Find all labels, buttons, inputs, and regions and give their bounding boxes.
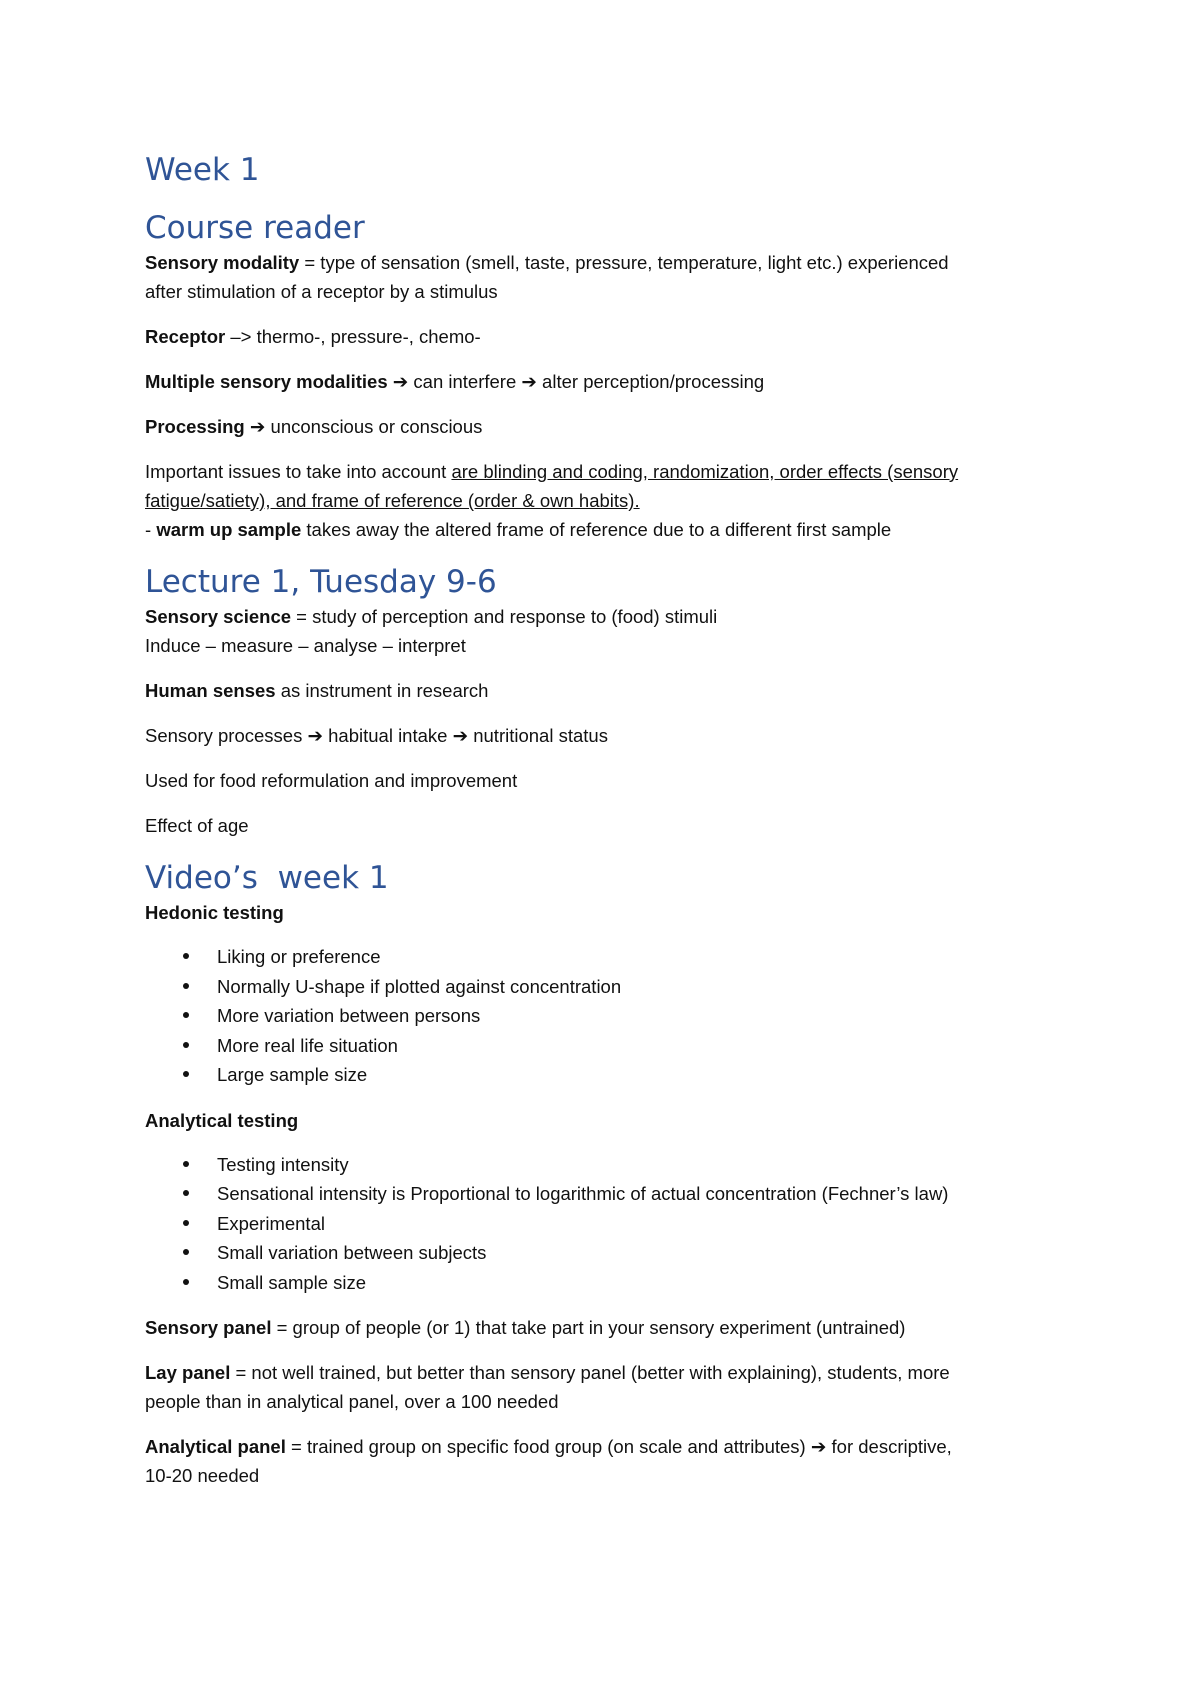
list-item: Small sample size bbox=[217, 1268, 1065, 1298]
document-page bbox=[145, 150, 1065, 1490]
list-item: Experimental bbox=[217, 1209, 1065, 1239]
paragraph-food-reformulation: Used for food reformulation and improvement bbox=[145, 770, 518, 791]
paragraph-human-senses: Human senses as instrument in research bbox=[145, 680, 489, 701]
arrow-icon: ➔ bbox=[452, 725, 469, 746]
paragraph-sensory-panel: Sensory panel = group of people (or 1) that take part in your sensory experiment (untrained) bbox=[145, 1317, 906, 1338]
arrow-icon: ➔ bbox=[392, 371, 409, 392]
list-item: Testing intensity bbox=[217, 1150, 1065, 1180]
subheading-analytical-testing: Analytical testing bbox=[145, 1109, 299, 1131]
arrow-icon: ➔ bbox=[249, 416, 266, 437]
list-item: More real life situation bbox=[217, 1031, 1065, 1061]
heading-videos: Video’s week 1 bbox=[145, 860, 389, 896]
heading-lecture: Lecture 1, Tuesday 9-6 bbox=[145, 564, 497, 600]
arrow-icon: ➔ bbox=[810, 1436, 827, 1457]
list-item: Large sample size bbox=[217, 1060, 1065, 1090]
paragraph-sensory-modality: Sensory modality = type of sensation (smell, taste, pressure, temperature, light etc.) experienced after stimulation of a receptor by a stimulus bbox=[145, 252, 949, 302]
list-item: Sensational intensity is Proportional to logarithmic of actual concentration (Fechner’s law) bbox=[217, 1179, 1065, 1209]
heading-course-reader: Course reader bbox=[145, 210, 365, 246]
arrow-icon: ➔ bbox=[521, 371, 537, 392]
paragraph-lay-panel: Lay panel = not well trained, but better than sensory panel (better with explaining), students, more people than in analytical panel, over a 100 needed bbox=[145, 1362, 950, 1412]
heading-week: Week 1 bbox=[145, 152, 260, 188]
paragraph-multiple-modalities: Multiple sensory modalities ➔ can interfere ➔ alter perception/processing bbox=[145, 371, 765, 392]
paragraph-processing: Processing ➔ unconscious or conscious bbox=[145, 416, 483, 437]
paragraph-effect-of-age: Effect of age bbox=[145, 815, 249, 836]
paragraph-important-issues: Important issues to take into account are blinding and coding, randomization, order effects (sensory fatigue/satiety), and frame of reference (order & own habits). - warm up sample takes away the altered frame of reference due to a different first sample bbox=[145, 461, 959, 540]
hedonic-list bbox=[145, 942, 1065, 1090]
list-item: Normally U-shape if plotted against concentration bbox=[217, 972, 1065, 1002]
list-item: Small variation between subjects bbox=[217, 1238, 1065, 1268]
analytical-list bbox=[145, 1150, 1065, 1298]
arrow-icon: ➔ bbox=[307, 725, 323, 746]
paragraph-analytical-panel: Analytical panel = trained group on specific food group (on scale and attributes) ➔ for descriptive, 10-20 needed bbox=[145, 1436, 952, 1486]
paragraph-receptor: Receptor –> thermo-, pressure-, chemo- bbox=[145, 326, 481, 347]
paragraph-sensory-processes: Sensory processes ➔ habitual intake ➔ nutritional status bbox=[145, 725, 608, 746]
subheading-hedonic-testing: Hedonic testing bbox=[145, 902, 284, 923]
paragraph-sensory-science: Sensory science = study of perception and response to (food) stimuli Induce – measure – analyse – interpret bbox=[145, 606, 718, 656]
list-item: More variation between persons bbox=[217, 1001, 1065, 1031]
list-item: Liking or preference bbox=[217, 942, 1065, 972]
